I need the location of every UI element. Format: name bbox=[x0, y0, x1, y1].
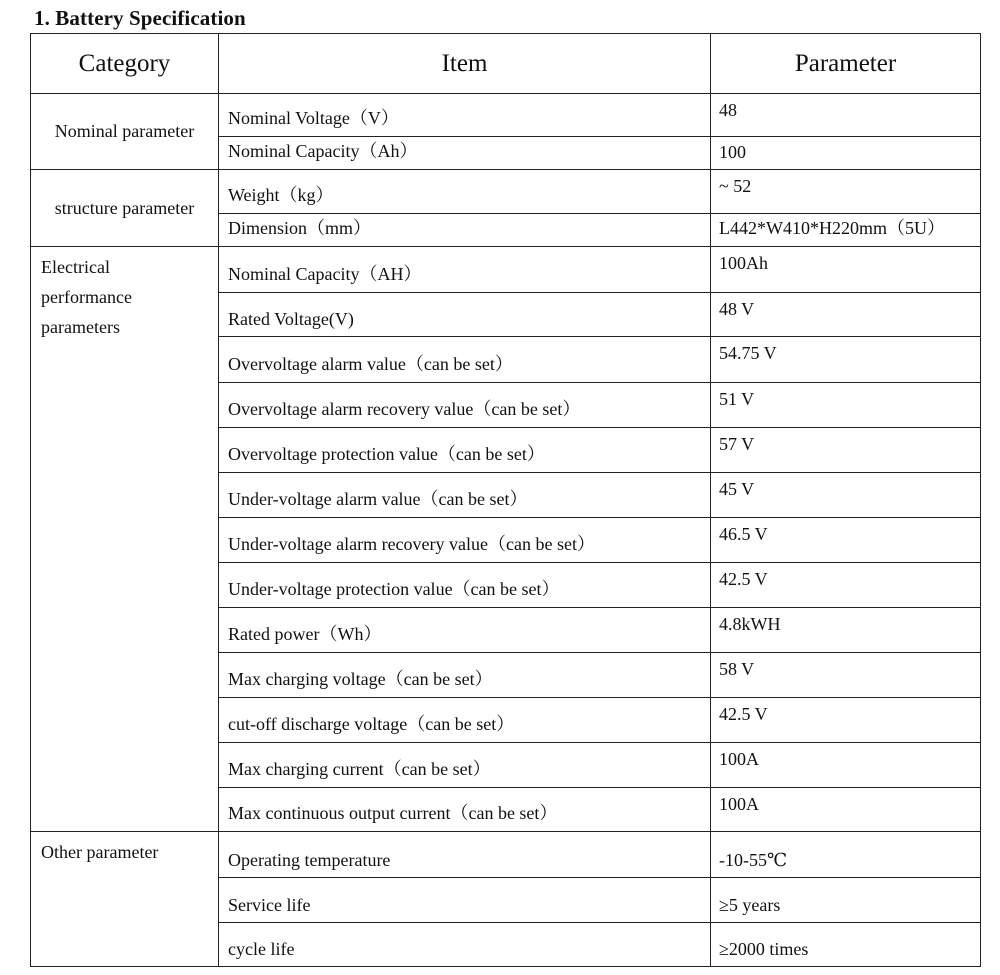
value-cell: 58 V bbox=[711, 653, 981, 698]
item-cell: Under-voltage alarm value（can be set） bbox=[219, 473, 711, 518]
value-cell: 100A bbox=[711, 788, 981, 832]
battery-spec-table bbox=[30, 33, 981, 967]
value-cell: 54.75 V bbox=[711, 337, 981, 383]
value-cell: 4.8kWH bbox=[711, 608, 981, 653]
value-cell: 57 V bbox=[711, 428, 981, 473]
item-cell: Max charging current（can be set） bbox=[219, 743, 711, 788]
item-cell: Nominal Capacity（Ah） bbox=[219, 137, 711, 170]
item-cell: Rated power（Wh） bbox=[219, 608, 711, 653]
item-cell: Rated Voltage(V) bbox=[219, 293, 711, 337]
category-electrical-line: performance bbox=[41, 287, 132, 307]
table-row bbox=[31, 170, 981, 214]
item-cell: cycle life bbox=[219, 923, 711, 967]
value-cell: 42.5 V bbox=[711, 698, 981, 743]
table-header-row bbox=[31, 34, 981, 94]
category-structure: structure parameter bbox=[31, 170, 219, 247]
category-electrical-line: parameters bbox=[41, 317, 120, 337]
item-cell: Nominal Capacity（AH） bbox=[219, 247, 711, 293]
category-nominal: Nominal parameter bbox=[31, 94, 219, 170]
table-row bbox=[31, 94, 981, 137]
item-cell: Operating temperature bbox=[219, 832, 711, 878]
item-cell: cut-off discharge voltage（can be set） bbox=[219, 698, 711, 743]
item-cell: Max charging voltage（can be set） bbox=[219, 653, 711, 698]
item-cell: Nominal Voltage（V） bbox=[219, 94, 711, 137]
category-electrical bbox=[31, 247, 219, 832]
value-cell: 48 bbox=[711, 94, 981, 137]
value-cell: 51 V bbox=[711, 383, 981, 428]
category-electrical-line: Electrical bbox=[41, 257, 110, 277]
item-cell: Overvoltage protection value（can be set） bbox=[219, 428, 711, 473]
item-cell: Overvoltage alarm value（can be set） bbox=[219, 337, 711, 383]
category-other: Other parameter bbox=[31, 832, 219, 967]
item-cell: Max continuous output current（can be set） bbox=[219, 788, 711, 832]
item-cell: Weight（kg） bbox=[219, 170, 711, 214]
value-cell: L442*W410*H220mm（5U） bbox=[711, 214, 981, 247]
value-cell: -10-55℃ bbox=[711, 832, 981, 878]
item-cell: Dimension（mm） bbox=[219, 214, 711, 247]
value-cell: 100A bbox=[711, 743, 981, 788]
value-cell: 100Ah bbox=[711, 247, 981, 293]
header-item: Item bbox=[219, 34, 711, 94]
header-parameter: Parameter bbox=[711, 34, 981, 94]
value-cell: ≥5 years bbox=[711, 878, 981, 923]
item-cell: Service life bbox=[219, 878, 711, 923]
item-cell: Under-voltage alarm recovery value（can be set） bbox=[219, 518, 711, 563]
item-cell: Under-voltage protection value（can be set） bbox=[219, 563, 711, 608]
header-category: Category bbox=[31, 34, 219, 94]
value-cell: 46.5 V bbox=[711, 518, 981, 563]
table-row bbox=[31, 832, 981, 878]
value-cell: 45 V bbox=[711, 473, 981, 518]
value-cell: 100 bbox=[711, 137, 981, 170]
value-cell: ~ 52 bbox=[711, 170, 981, 214]
item-cell: Overvoltage alarm recovery value（can be set） bbox=[219, 383, 711, 428]
value-cell: 48 V bbox=[711, 293, 981, 337]
section-heading: 1. Battery Specification bbox=[34, 6, 246, 30]
table-row bbox=[31, 247, 981, 293]
value-cell: ≥2000 times bbox=[711, 923, 981, 967]
value-cell: 42.5 V bbox=[711, 563, 981, 608]
